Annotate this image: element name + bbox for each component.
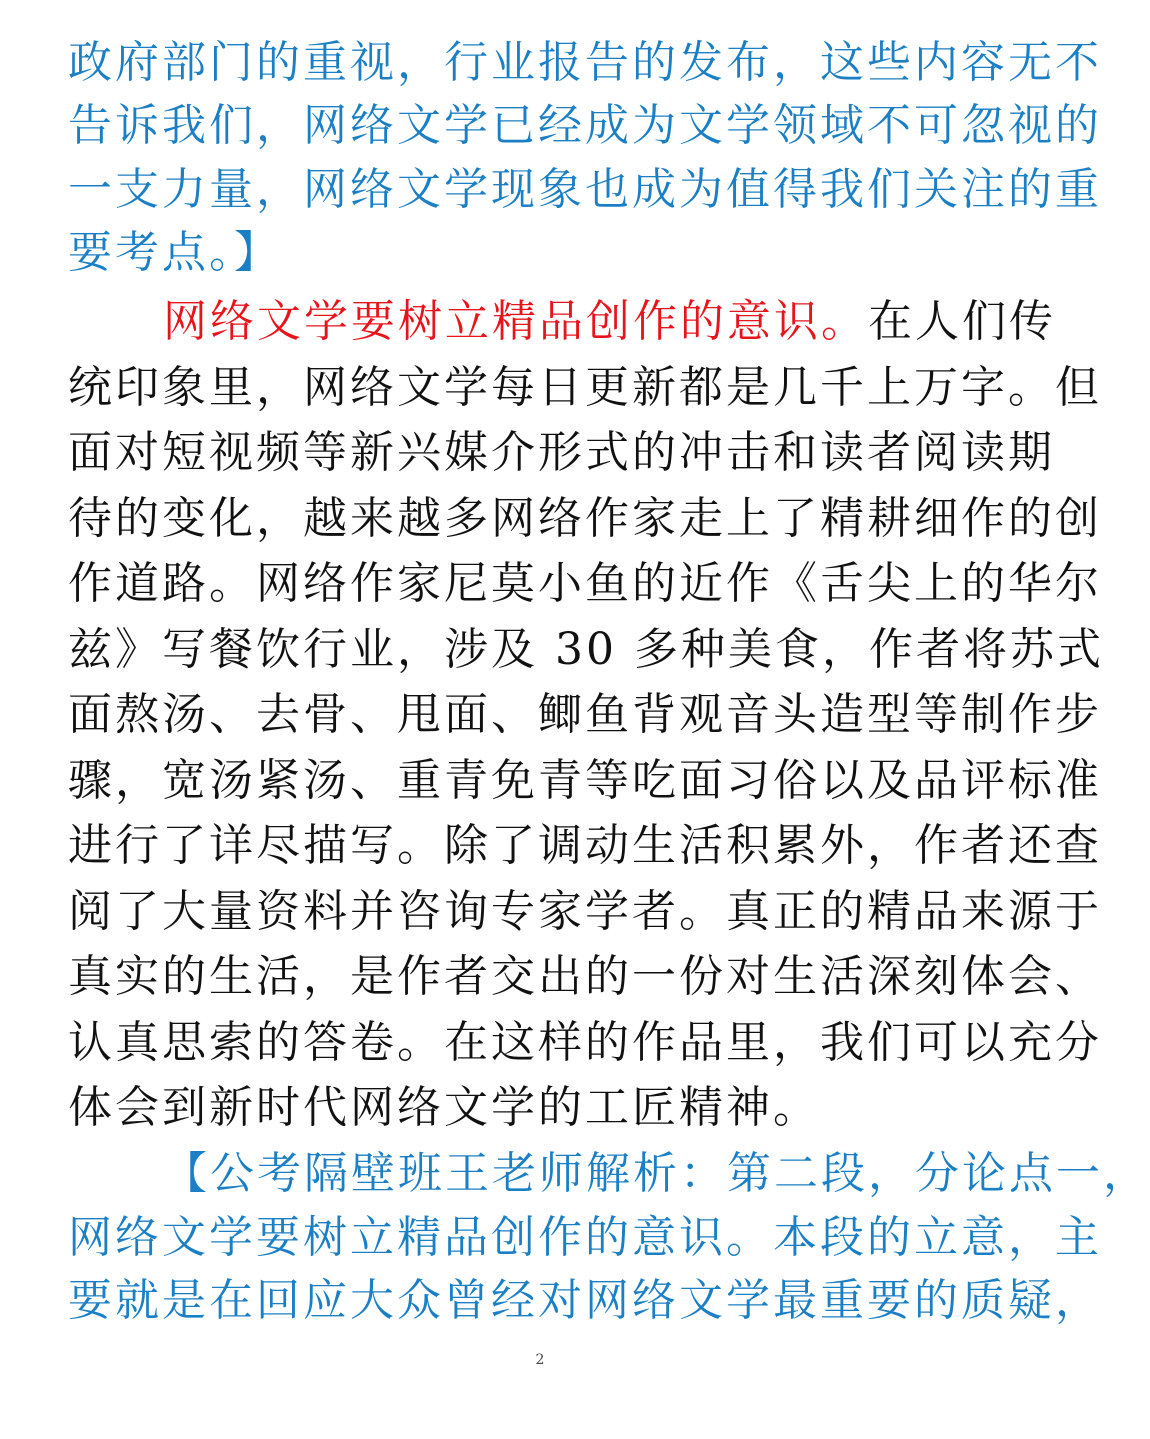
paragraph-1-line-1: 政府部门的重视，行业报告的发布，这些内容无不: [68, 37, 1102, 88]
paragraph-1-line-2: 告诉我们，网络文学已经成为文学领域不可忽视的: [68, 100, 1102, 151]
paragraph-2-line-10: 阅了大量资料并咨询专家学者。真正的精品来源于: [68, 886, 1102, 937]
paragraph-2-line-4: 待的变化，越来越多网络作家走上了精耕细作的创: [68, 493, 1102, 544]
paragraph-2-line-5: 作道路。网络作家尼莫小鱼的近作《舌尖上的华尔: [68, 558, 1102, 609]
paragraph-2-line-6: 兹》写餐饮行业，涉及 30 多种美食，作者将苏式: [68, 624, 1104, 675]
paragraph-2-line-11: 真实的生活，是作者交出的一份对生活深刻体会、: [68, 951, 1102, 1002]
paragraph-1-line-3: 一支力量，网络文学现象也成为值得我们关注的重: [68, 164, 1102, 215]
paragraph-2-first-line-rest: 在人们传: [868, 296, 1056, 347]
paragraph-2-line-1: [163, 291, 1056, 353]
paragraph-2-line-2: 统印象里，网络文学每日更新都是几千上万字。但: [68, 362, 1102, 413]
paragraph-2-line-7: 面熬汤、去骨、甩面、鲫鱼背观音头造型等制作步: [68, 689, 1102, 740]
paragraph-2-line-9: 进行了详尽描写。除了调动生活积累外，作者还查: [68, 820, 1102, 871]
paragraph-3-line-1: 【公考隔壁班王老师解析：第二段，分论点一，: [163, 1148, 1150, 1199]
page-number: 2: [535, 1352, 545, 1368]
paragraph-3-line-2: 网络文学要树立精品创作的意识。本段的立意，主: [68, 1212, 1102, 1263]
paragraph-2-line-13: 体会到新时代网络文学的工匠精神。: [68, 1082, 820, 1133]
paragraph-2-line-8: 骤，宽汤紧汤、重青免青等吃面习俗以及品评标准: [68, 755, 1102, 806]
paragraph-3-line-3: 要就是在回应大众曾经对网络文学最重要的质疑，: [68, 1275, 1102, 1326]
paragraph-1-line-4: 要考点。】: [68, 227, 281, 278]
paragraph-2-heading: 网络文学要树立精品创作的意识。: [163, 296, 868, 347]
paragraph-2-line-3: 面对短视频等新兴媒介形式的冲击和读者阅读期: [68, 427, 1055, 478]
paragraph-2-line-12: 认真思索的答卷。在这样的作品里，我们可以充分: [68, 1017, 1102, 1068]
